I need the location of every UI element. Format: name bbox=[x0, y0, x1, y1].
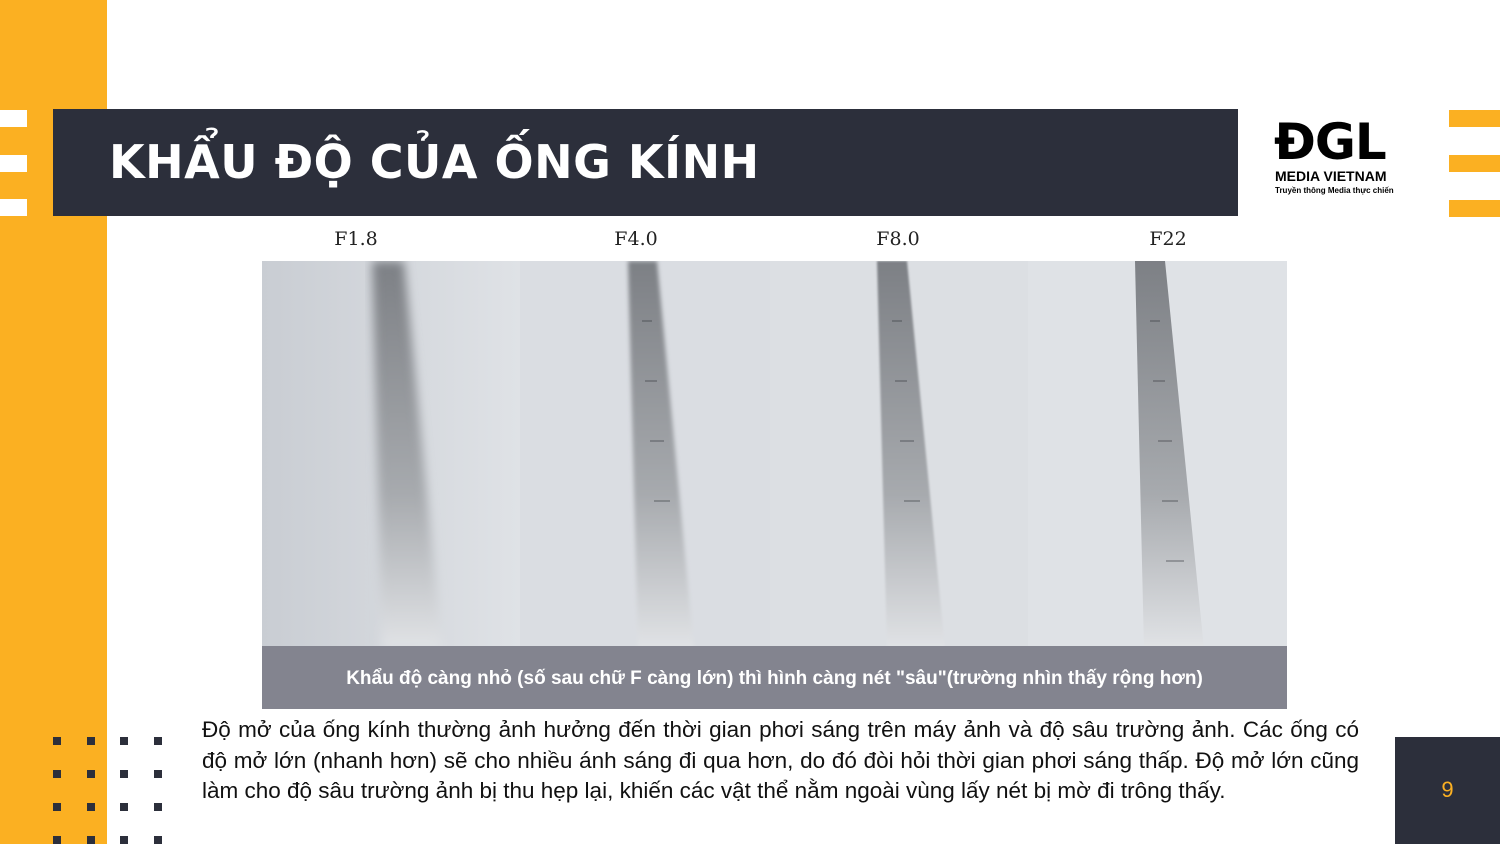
logo-mark: ĐGL bbox=[1274, 113, 1386, 171]
body-paragraph: Độ mở của ống kính thường ảnh hưởng đến thời gian phơi sáng trên máy ảnh và độ sâu trường ảnh. Các ống có độ mở lớn (nhanh hơn) sẽ cho nhiều ánh sáng đi qua hơn, do đó đòi hỏi thời gian phơi sáng thấp. Độ mở lớn cũng làm cho độ sâu trường ảnh bị thu hẹp lại, khiến các vật thể nằm ngoài vùng lấy nét bị mờ đi trông thấy. bbox=[202, 717, 1359, 803]
slide-title: KHẨU ĐỘ CỦA ỐNG KÍNH bbox=[109, 135, 760, 189]
fstop-label-3: F8.0 bbox=[876, 228, 920, 250]
dgl-logo bbox=[1262, 113, 1422, 200]
aperture-comparison-photo bbox=[262, 261, 1287, 709]
title-bar bbox=[53, 109, 1238, 216]
fstop-label-2: F4.0 bbox=[614, 228, 658, 250]
fstop-label-4: F22 bbox=[1149, 228, 1187, 250]
logo-name: MEDIA VIETNAM bbox=[1275, 168, 1387, 184]
figure-caption: Khẩu độ càng nhỏ (số sau chữ F càng lớn) thì hình càng nét "sâu"(trường nhìn thấy rộng hơn) bbox=[262, 646, 1287, 709]
fstop-label-1: F1.8 bbox=[334, 228, 378, 250]
logo-tagline: Truyền thông Media thực chiến bbox=[1275, 186, 1394, 195]
page-number-box bbox=[1395, 737, 1500, 844]
ruler-photos-image bbox=[262, 261, 1287, 649]
page-number: 9 bbox=[1441, 777, 1454, 802]
